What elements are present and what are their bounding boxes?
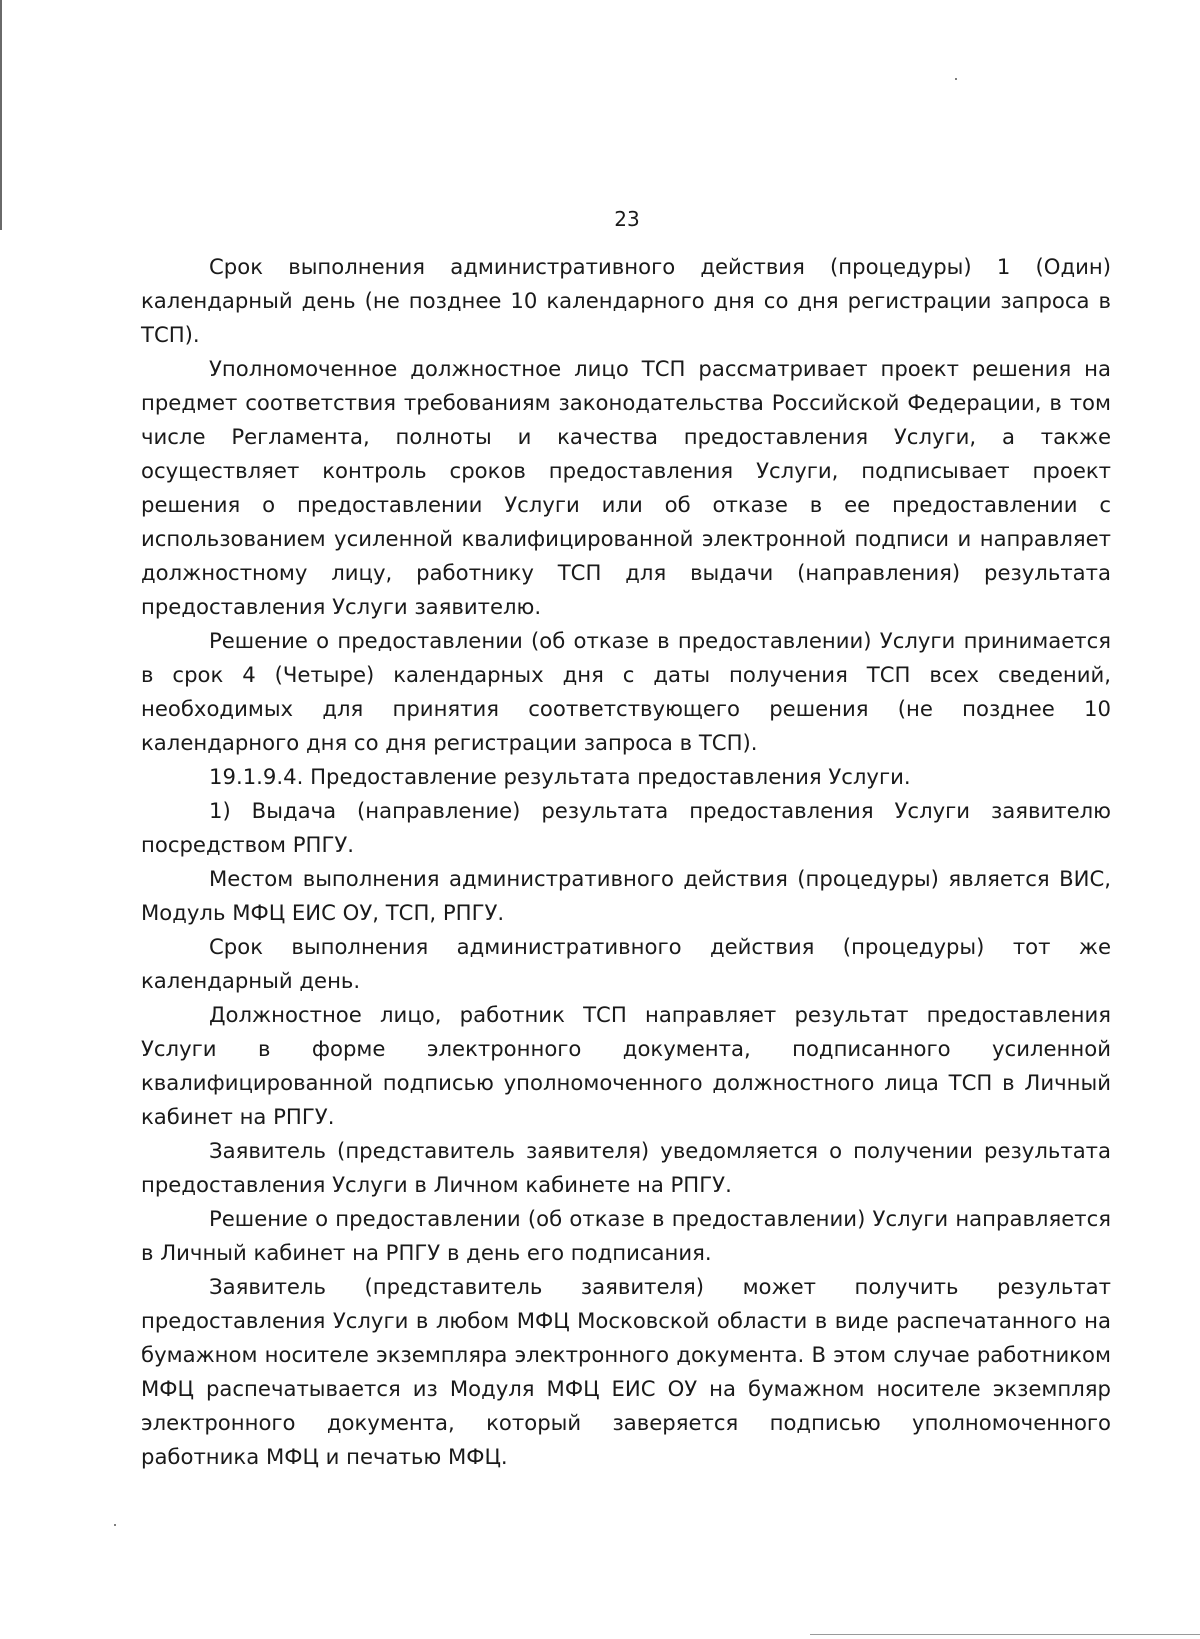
- paragraph-decision-sent: Решение о предоставлении (об отказе в предоставлении) Услуги направляется в Личный кабинет на РПГУ в день его подписания.: [141, 1206, 1111, 1265]
- page-number: 23: [614, 207, 640, 231]
- paragraph-delivery-via-rpgu: 1) Выдача (направление) результата предоставления Услуги заявителю посредством РПГУ.: [141, 798, 1111, 857]
- paragraph-place-of-execution: Местом выполнения административного действия (процедуры) является ВИС, Модуль МФЦ ЕИС ОУ, ТСП, РПГУ.: [141, 866, 1111, 925]
- scan-edge-shadow: [0, 0, 2, 230]
- paragraph-term-one-day: Срок выполнения административного действия (процедуры) 1 (Один) календарный день (не позднее 10 календарного дня со дня регистрации запроса в ТСП).: [141, 254, 1111, 347]
- paragraph-decision-term: Решение о предоставлении (об отказе в предоставлении) Услуги принимается в срок 4 (Четыре) календарных дня с даты получения ТСП всех сведений, необходимых для принятия соответствующего решения (не позднее 10 календарного дня со дня регистрации запроса в ТСП).: [141, 628, 1111, 755]
- paragraph-term-same-day: Срок выполнения административного действия (процедуры) тот же календарный день.: [141, 934, 1111, 993]
- document-body: [141, 250, 1111, 1474]
- scan-speck: [955, 78, 957, 80]
- scan-speck: [114, 1524, 116, 1526]
- paragraph-official-sends-result: Должностное лицо, работник ТСП направляет результат предоставления Услуги в форме электронного документа, подписанного усиленной квалифицированной подписью уполномоченного должностного лица ТСП в Личный кабинет на РПГУ.: [141, 1002, 1111, 1129]
- scan-bottom-line: [810, 1634, 1200, 1635]
- paragraph-applicant-notified: Заявитель (представитель заявителя) уведомляется о получении результата предоставления Услуги в Личном кабинете на РПГУ.: [141, 1138, 1111, 1197]
- section-heading-result-delivery: 19.1.9.4. Предоставление результата предоставления Услуги.: [209, 764, 911, 789]
- paragraph-paper-copy-mfc: Заявитель (представитель заявителя) может получить результат предоставления Услуги в любом МФЦ Московской области в виде распечатанного на бумажном носителе экземпляра электронного документа. В этом случае работником МФЦ распечатывается из Модуля МФЦ ЕИС ОУ на бумажном носителе экземпляр электронного документа, который заверяется подписью уполномоченного работника МФЦ и печатью МФЦ.: [141, 1274, 1111, 1469]
- paragraph-official-review: Уполномоченное должностное лицо ТСП рассматривает проект решения на предмет соответствия требованиям законодательства Российской Федерации, в том числе Регламента, полноты и качества предоставления Услуги, а также осуществляет контроль сроков предоставления Услуги, подписывает проект решения о предоставлении Услуги или об отказе в ее предоставлении с использованием усиленной квалифицированной электронной подписи и направляет должностному лицу, работнику ТСП для выдачи (направления) результата предоставления Услуги заявителю.: [141, 356, 1111, 619]
